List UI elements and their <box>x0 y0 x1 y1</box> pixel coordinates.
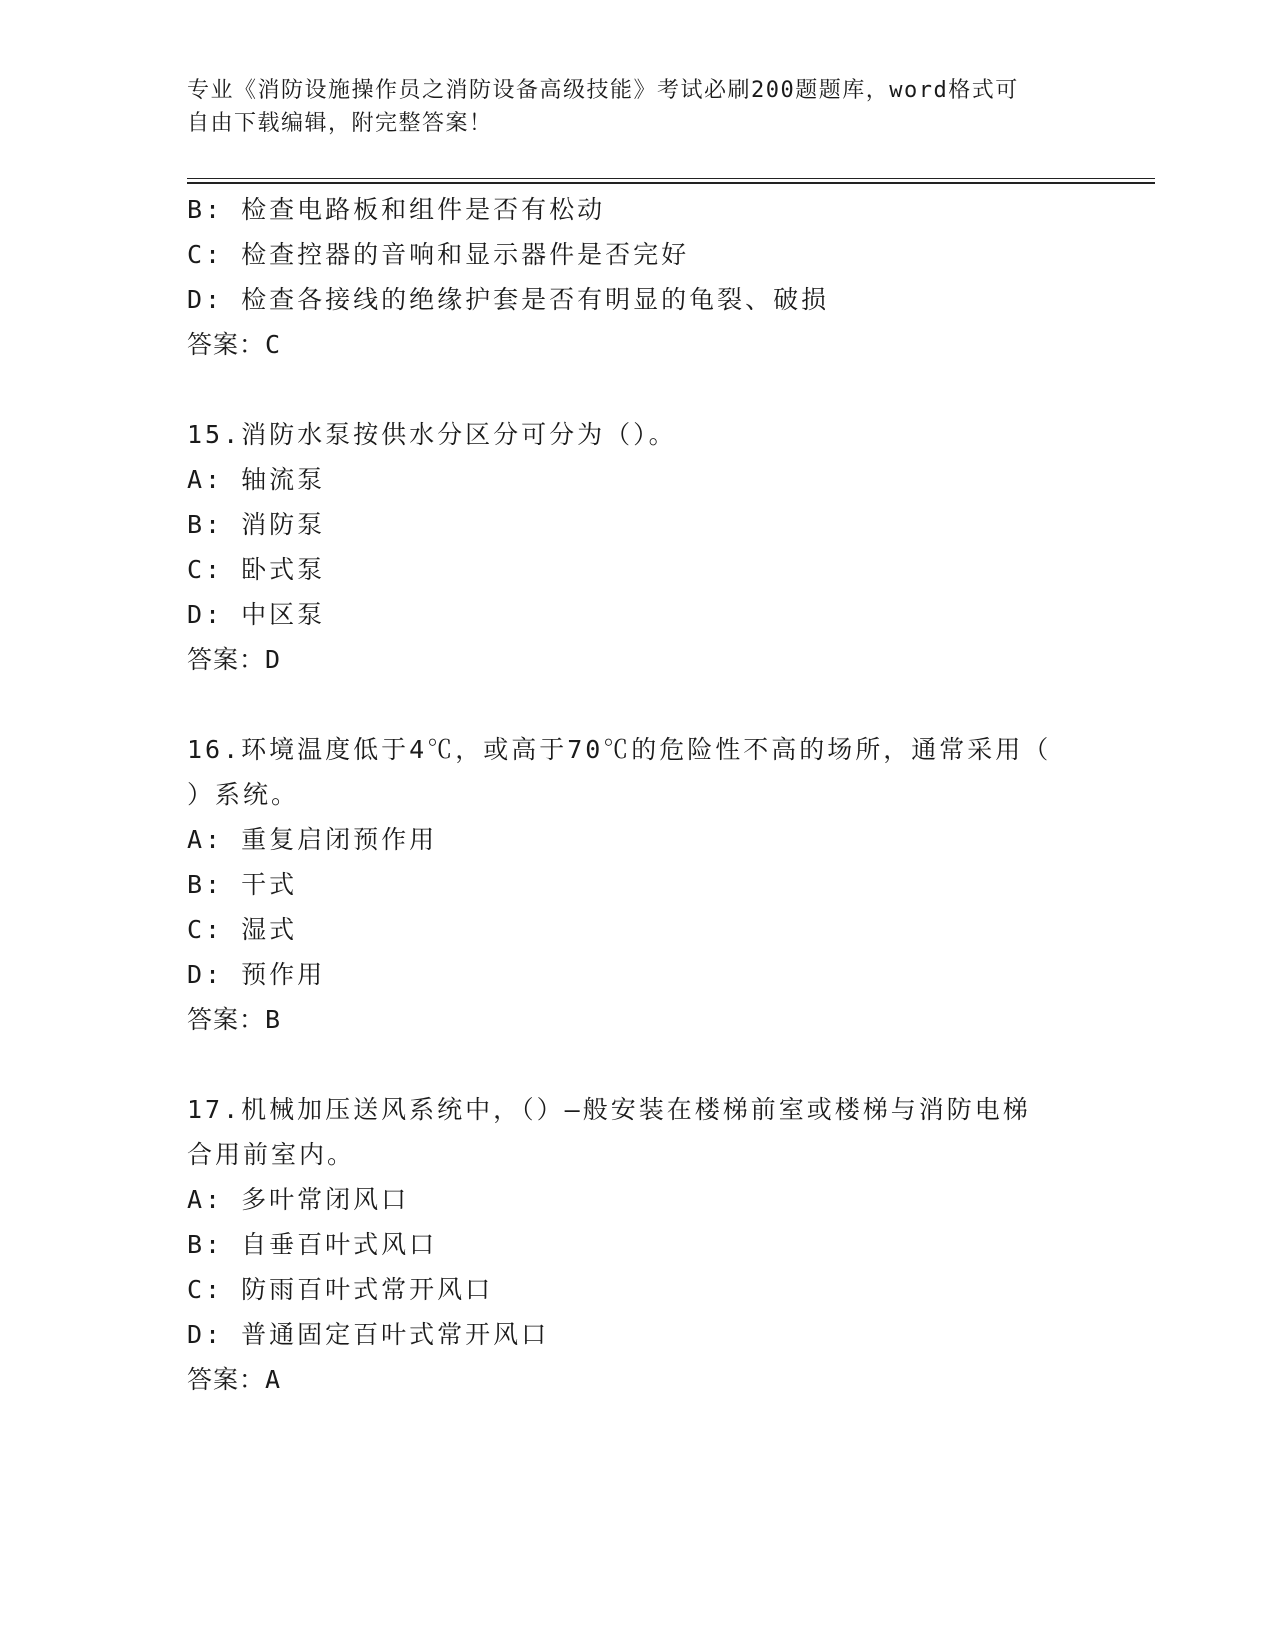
q16-option-d: D: 预作用 <box>187 960 326 989</box>
header-line-1: 专业《消防设施操作员之消防设备高级技能》考试必刷200题题库，word格式可 <box>187 78 1019 103</box>
q17-option-a: A: 多叶常闭风口 <box>187 1185 410 1214</box>
q14-answer: 答案：C <box>187 330 282 359</box>
q17-stem-line-2: 合用前室内。 <box>187 1140 356 1169</box>
q17-stem-line-1: 17.机械加压送风系统中，（）—般安装在楼梯前室或楼梯与消防电梯 <box>187 1095 1031 1124</box>
q15-option-a: A: 轴流泵 <box>187 465 326 494</box>
q16-stem-line-2: ）系统。 <box>187 780 300 809</box>
q15-option-c: C: 卧式泵 <box>187 555 326 584</box>
q17-answer: 答案：A <box>187 1365 282 1394</box>
header-divider-thick <box>187 182 1155 184</box>
document-header <box>187 74 1067 140</box>
header-divider-thin <box>187 178 1155 179</box>
q15-option-b: B: 消防泵 <box>187 510 326 539</box>
q16-option-b: B: 干式 <box>187 870 298 899</box>
q14-option-b: B: 检查电路板和组件是否有松动 <box>187 195 606 224</box>
q14-option-d: D: 检查各接线的绝缘护套是否有明显的龟裂、破损 <box>187 285 830 314</box>
q16-answer: 答案：B <box>187 1005 282 1034</box>
q16-option-a: A: 重复启闭预作用 <box>187 825 438 854</box>
header-line-2: 自由下载编辑，附完整答案！ <box>187 111 493 136</box>
q16-stem-line-1: 16.环境温度低于4℃，或高于70℃的危险性不高的场所，通常采用（ <box>187 735 1052 764</box>
q15-answer: 答案：D <box>187 645 282 674</box>
q16-option-c: C: 湿式 <box>187 915 298 944</box>
q14-option-c: C: 检查控器的音响和显示器件是否完好 <box>187 240 690 269</box>
q17-option-d: D: 普通固定百叶式常开风口 <box>187 1320 550 1349</box>
q15-option-d: D: 中区泵 <box>187 600 326 629</box>
q15-stem: 15.消防水泵按供水分区分可分为（）。 <box>187 420 677 449</box>
q17-option-c: C: 防雨百叶式常开风口 <box>187 1275 494 1304</box>
q17-option-b: B: 自垂百叶式风口 <box>187 1230 438 1259</box>
